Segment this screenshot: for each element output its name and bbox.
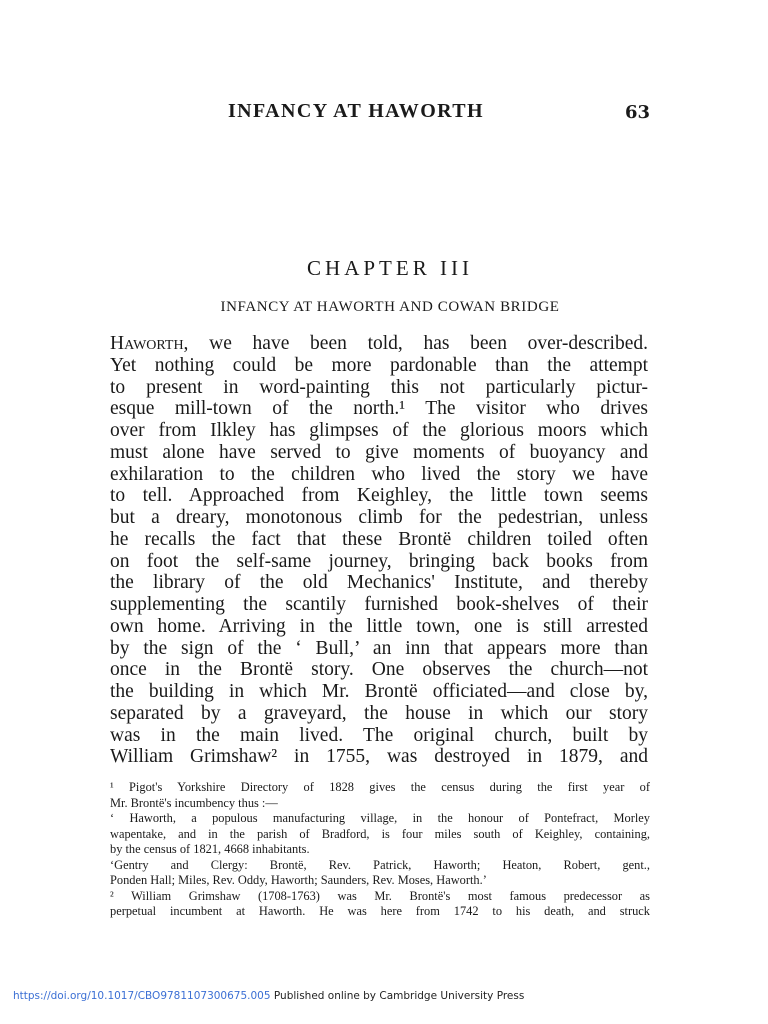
footnote-line: ‘Gentry and Clergy: Brontë, Rev. Patrick, Haworth; Heaton, Robert, gent., [110, 857, 650, 872]
published-note: Published online by Cambridge University Press [273, 990, 525, 1002]
footnote-line: Ponden Hall; Miles, Rev. Oddy, Haworth; Saunders, Rev. Moses, Haworth.’ [110, 873, 487, 887]
body-line: supplementing the scantily furnished book-shelves of their [110, 594, 648, 615]
body-line: by the sign of the ‘ Bull,’ an inn that appears more than [110, 637, 648, 659]
footnote-line: ¹ Pigot's Yorkshire Directory of 1828 gives the census during the first year of [110, 780, 650, 794]
body-line: was in the main lived. The original church, built by [110, 724, 648, 746]
body-line: over from Ilkley has glimpses of the glorious moors which [110, 420, 648, 441]
footnotes [110, 780, 650, 920]
body-line: William Grimshaw² in 1755, was destroyed in 1879, and [110, 746, 648, 768]
running-head [0, 100, 768, 126]
footer [13, 990, 524, 1002]
body-line: he recalls the fact that these Brontë children toiled often [110, 528, 648, 550]
footnote-line: by the census of 1821, 4668 inhabitants. [110, 842, 310, 856]
footnote-line: ‘ Haworth, a populous manufacturing village, in the honour of Pontefract, Morley [110, 811, 650, 825]
body-line: to tell. Approached from Keighley, the little town seems [110, 485, 648, 507]
body-line: exhilaration to the children who lived the story we have [110, 463, 648, 485]
body-line-text: we have been told, has been over-described. [188, 333, 648, 354]
body-line: the library of the old Mechanics' Institute, and thereby [110, 572, 648, 594]
body-line: to present in word-painting this not particularly pictur- [110, 376, 648, 398]
page-number: 63 [624, 102, 650, 123]
footnote-line: Mr. Brontë's incumbency thus :— [110, 795, 278, 810]
running-title: INFANCY AT HAWORTH [228, 100, 485, 122]
doi-link[interactable]: https://doi.org/10.1017/CBO9781107300675.005 [13, 990, 271, 1002]
footnote-line: wapentake, and in the parish of Bradford, is four miles south of Keighley, containing, [110, 826, 650, 841]
footnote-line: perpetual incumbent at Haworth. He was here from 1742 to his death, and struck [110, 904, 650, 918]
body-line: but a dreary, monotonous climb for the pedestrian, unless [110, 507, 648, 528]
chapter-heading: CHAPTER III [307, 256, 473, 280]
body-line: the building in which Mr. Brontë officiated—and close by, [110, 681, 648, 702]
footnote-line: ² William Grimshaw (1708-1763) was Mr. Brontë's most famous predecessor as [110, 888, 650, 903]
chapter-subtitle: INFANCY AT HAWORTH AND COWAN BRIDGE [220, 299, 560, 315]
body-text [110, 333, 648, 768]
body-line: Yet nothing could be more pardonable than the attempt [110, 354, 648, 376]
body-line: once in the Brontë story. One observes the church—not [110, 659, 648, 681]
body-line: must alone have served to give moments of buoyancy and [110, 441, 648, 463]
body-line: own home. Arriving in the little town, one is still arrested [110, 615, 648, 637]
body-line [110, 333, 648, 355]
opening-word: Haworth, [110, 333, 189, 354]
body-line: on foot the self-same journey, bringing back books from [110, 550, 648, 572]
body-line: esque mill-town of the north.¹ The visitor who drives [110, 398, 648, 420]
body-line: separated by a graveyard, the house in which our story [110, 702, 648, 724]
